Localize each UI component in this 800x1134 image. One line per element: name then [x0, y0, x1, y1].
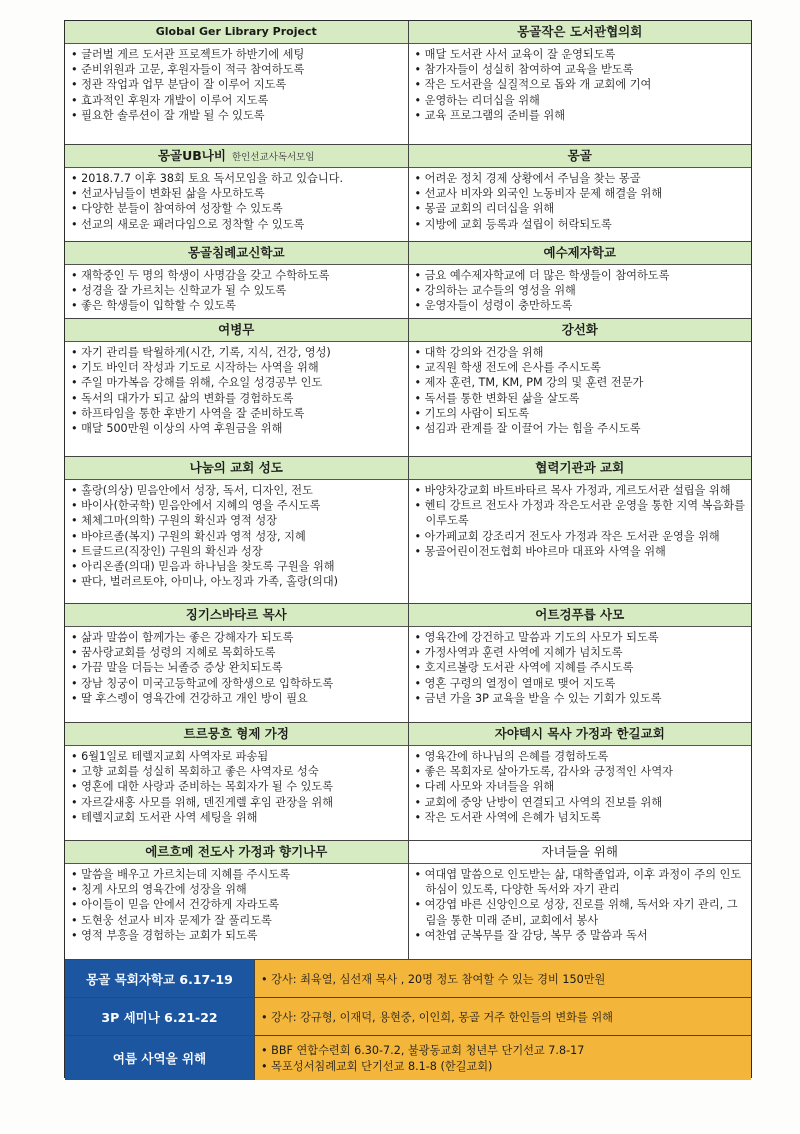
prayer-item: • 트글드르(직장인) 구원의 확신과 성장 [71, 544, 404, 559]
event-row [65, 997, 751, 1036]
card-subtitle: 한인선교사독서모임 [231, 152, 315, 163]
prayer-item: • 영육간에 강건하고 말씀과 기도의 사모가 되도록 [415, 630, 748, 645]
prayer-item: • 가정사역과 훈련 사역에 지혜가 넘치도록 [415, 645, 748, 660]
prayer-list [65, 44, 408, 123]
prayer-item: • 판다, 벌러르토야, 아미나, 아노징과 가족, 홀랑(의대) [71, 574, 404, 589]
event-label: 여름 사역을 위해 [65, 1036, 255, 1080]
prayer-item: • 하프타임을 통한 후반기 사역을 잘 준비하도록 [71, 406, 404, 421]
prayer-card-left [65, 319, 409, 457]
card-title-text: 자녀들을 위해 [541, 844, 618, 859]
event-detail-line: • BBF 연합수련회 6.30-7.2, 불광동교회 청년부 단기선교 7.8-17 [261, 1042, 745, 1058]
prayer-item: • 교회에 중앙 난방이 연결되고 사역의 진보를 위해 [415, 795, 748, 810]
prayer-item: • 기도의 사람이 되도록 [415, 406, 748, 421]
prayer-list [409, 44, 752, 123]
prayer-card-left [65, 841, 409, 971]
prayer-item: • 말씀을 배우고 가르치는데 지혜를 주시도록 [71, 867, 404, 882]
prayer-item: • 몽골어린이전도협회 바야르마 대표와 사역을 위해 [415, 544, 748, 559]
prayer-list [409, 265, 752, 314]
prayer-list [409, 627, 752, 706]
section-row [65, 21, 751, 145]
prayer-item: • 아가페교회 강조리거 전도사 가정과 작은 도서관 운영을 위해 [415, 529, 748, 544]
prayer-item: • 영혼 구령의 열정이 열매로 맺어 지도록 [415, 676, 748, 691]
prayer-card-left [65, 723, 409, 841]
prayer-item: • 2018.7.7 이후 38회 토요 독서모임을 하고 있습니다. [71, 171, 404, 186]
prayer-list [409, 864, 752, 943]
prayer-item: • 바이사(한국학) 믿음안에서 지혜의 영을 주시도록 [71, 498, 404, 513]
prayer-item: • 영적 부흥을 경험하는 교회가 되도록 [71, 928, 404, 943]
prayer-list [65, 168, 408, 232]
prayer-item: • 교육 프로그램의 준비를 위해 [415, 108, 748, 123]
prayer-item: • 정관 작업과 업무 분담이 잘 이루어 지도록 [71, 77, 404, 92]
prayer-item: • 재학중인 두 명의 학생이 사명감을 갖고 수학하도록 [71, 268, 404, 283]
prayer-item: • 매달 500만원 이상의 사역 후원금을 위해 [71, 421, 404, 436]
card-title [409, 242, 752, 265]
prayer-item: • 선교사님들이 변화된 삶을 사모하도록 [71, 186, 404, 201]
prayer-item: • 성경을 잘 가르치는 신학교가 될 수 있도록 [71, 283, 404, 298]
prayer-item: • 운영자들이 성령이 충만하도록 [415, 298, 748, 313]
card-title [65, 723, 408, 746]
prayer-item: • 참가자들이 성실히 참여하여 교육을 받도록 [415, 62, 748, 77]
prayer-item: • 작은 도서관을 실질적으로 돕와 개 교회에 기여 [415, 77, 748, 92]
prayer-item: • 테렐지교회 도서관 사역 세팅을 위해 [71, 810, 404, 825]
event-row [65, 1035, 751, 1080]
prayer-list [65, 480, 408, 589]
card-title-text: 자야텍시 목사 가정과 한길교회 [494, 726, 665, 741]
prayer-card-left [65, 457, 409, 604]
card-title [65, 21, 408, 44]
event-detail-line: • 강사: 최육열, 심선재 목사 , 20명 정도 참여할 수 있는 경비 150만원 [261, 971, 745, 987]
prayer-item: • 선교의 새로운 패러다임으로 정착할 수 있도록 [71, 217, 404, 232]
card-title [409, 723, 752, 746]
prayer-card-right [409, 457, 752, 604]
prayer-item: • 헨티 강트르 전도사 가정과 작은도서관 운영을 통한 지역 복음화를 이루도록 [415, 498, 748, 528]
prayer-item: • 좋은 학생들이 입학할 수 있도록 [71, 298, 404, 313]
prayer-item: • 바양차강교회 바트바타르 목사 가정과, 게르도서관 설립을 위해 [415, 483, 748, 498]
event-row [65, 959, 751, 998]
event-detail-line: • 목포성서침례교회 단기선교 8.1-8 (한길교회) [261, 1058, 745, 1074]
prayer-list [65, 627, 408, 706]
prayer-item: • 체체그마(의학) 구원의 확신과 영적 성장 [71, 513, 404, 528]
section-row [65, 457, 751, 604]
prayer-card-left [65, 21, 409, 145]
section-row [65, 145, 751, 242]
prayer-list [65, 342, 408, 436]
prayer-item: • 딸 후스렝이 영육간에 건강하고 개인 방이 필요 [71, 691, 404, 706]
card-title [65, 242, 408, 265]
card-title [65, 604, 408, 627]
prayer-item: • 좋은 목회자로 살아가도록, 감사와 긍정적인 사역자 [415, 764, 748, 779]
prayer-item: • 꿈사랑교회를 성령의 지혜로 목회하도록 [71, 645, 404, 660]
prayer-card-right [409, 21, 752, 145]
prayer-card-left [65, 242, 409, 319]
prayer-item: • 운영하는 리더십을 위해 [415, 93, 748, 108]
card-title-text: 몽골UB나비 [157, 148, 226, 163]
prayer-item: • 지방에 교회 등록과 설립이 허락되도록 [415, 217, 748, 232]
prayer-item: • 호지르볼랑 도서관 사역에 지혜를 주시도록 [415, 660, 748, 675]
card-title [409, 319, 752, 342]
prayer-item: • 칭게 사모의 영육간에 성장을 위해 [71, 882, 404, 897]
prayer-item: • 준비위원과 고문, 후원자들이 적극 참여하도록 [71, 62, 404, 77]
section-row [65, 319, 751, 457]
prayer-item: • 선교사 비자와 외국인 노동비자 문제 해결을 위해 [415, 186, 748, 201]
event-label: 몽골 목회자학교 6.17-19 [65, 960, 255, 998]
card-title-text: 몽골작은 도서관협의회 [517, 24, 643, 39]
prayer-item: • 자기 관리를 탁월하게(시간, 기록, 지식, 건강, 영성) [71, 345, 404, 360]
prayer-list [409, 480, 752, 559]
prayer-item: • 작은 도서관 사역에 은혜가 넘치도록 [415, 810, 748, 825]
prayer-item: • 효과적인 후원자 개발이 이루어 지도록 [71, 93, 404, 108]
section-row [65, 841, 751, 971]
event-details [255, 998, 751, 1036]
card-title-text: 몽골 [567, 148, 592, 163]
prayer-card-right [409, 319, 752, 457]
card-title-text: Global Ger Library Project [155, 25, 317, 38]
prayer-item: • 금년 가을 3P 교육을 받을 수 있는 기회가 있도록 [415, 691, 748, 706]
card-title [409, 145, 752, 168]
prayer-item: • 장남 칭궁이 미국고등학교에 장학생으로 입학하도록 [71, 676, 404, 691]
prayer-item: • 아이들이 믿음 안에서 건강하게 자라도록 [71, 897, 404, 912]
prayer-item: • 다레 사모와 자녀들을 위해 [415, 779, 748, 794]
prayer-item: • 글러벌 게르 도서관 프로젝트가 하반기에 세팅 [71, 47, 404, 62]
card-title-text: 나눔의 교회 성도 [189, 460, 283, 475]
prayer-item: • 주일 마가복음 강해를 위해, 수요일 성경공부 인도 [71, 375, 404, 390]
prayer-item: • 제자 훈련, TM, KM, PM 강의 및 훈련 전문가 [415, 375, 748, 390]
prayer-item: • 교직원 학생 전도에 은사를 주시도록 [415, 360, 748, 375]
card-title [65, 841, 408, 864]
section-row [65, 242, 751, 319]
prayer-list [409, 342, 752, 436]
prayer-sheet [64, 20, 752, 1078]
prayer-item: • 바야르졸(복지) 구원의 확신과 영적 성장, 지혜 [71, 529, 404, 544]
card-title-text: 어트겅푸릅 사모 [535, 607, 625, 622]
event-details [255, 1036, 751, 1080]
card-title-text: 여병무 [218, 322, 255, 337]
card-title-text: 징기스바타르 목사 [185, 607, 287, 622]
card-title [65, 145, 408, 168]
prayer-card-right [409, 242, 752, 319]
prayer-card-right [409, 145, 752, 242]
prayer-item: • 강의하는 교수들의 영성을 위해 [415, 283, 748, 298]
prayer-list [65, 265, 408, 314]
event-detail-line: • 강사: 강규형, 이재덕, 용현중, 이인희, 몽골 거주 한인들의 변화를 위해 [261, 1009, 745, 1025]
prayer-item: • 6월1일로 테렐지교회 사역자로 파송됨 [71, 749, 404, 764]
section-row [65, 723, 751, 841]
card-title [409, 604, 752, 627]
prayer-card-left [65, 145, 409, 242]
prayer-list [409, 746, 752, 825]
prayer-item: • 자르갈새홍 사모를 위해, 덴진게렐 후임 관장을 위해 [71, 795, 404, 810]
prayer-item: • 홀랑(의상) 믿음안에서 성장, 독서, 디자인, 전도 [71, 483, 404, 498]
prayer-list [409, 168, 752, 232]
card-title [409, 457, 752, 480]
prayer-item: • 기도 바인더 작성과 기도로 시작하는 사역을 위해 [71, 360, 404, 375]
prayer-item: • 어려운 정치 경제 상황에서 주님을 찾는 몽골 [415, 171, 748, 186]
prayer-item: • 매달 도서관 사서 교육이 잘 운영되도록 [415, 47, 748, 62]
prayer-item: • 고향 교회를 성실히 목회하고 좋은 사역자로 성숙 [71, 764, 404, 779]
card-title [409, 841, 752, 864]
prayer-item: • 대학 강의와 건강을 위해 [415, 345, 748, 360]
prayer-card-right [409, 841, 752, 971]
prayer-list [65, 746, 408, 825]
prayer-item: • 가끔 말을 더듬는 뇌졸증 증상 완치되도록 [71, 660, 404, 675]
prayer-list [65, 864, 408, 943]
prayer-item: • 독서를 통한 변화된 삶을 살도록 [415, 391, 748, 406]
card-title [65, 457, 408, 480]
card-title-text: 몽골침례교신학교 [187, 245, 285, 260]
prayer-item: • 아리온졸(의대) 믿음과 하나님을 찾도록 구원을 위해 [71, 559, 404, 574]
card-title-text: 에르흐메 전도사 가정과 향기나무 [145, 844, 328, 859]
prayer-item: • 여찬엽 군복무를 잘 감당, 복무 중 말씀과 독서 [415, 928, 748, 943]
event-label: 3P 세미나 6.21-22 [65, 998, 255, 1036]
prayer-item: • 도현웅 선교사 비자 문제가 잘 풀리도록 [71, 913, 404, 928]
card-title-text: 협력기관과 교회 [535, 460, 625, 475]
card-title-text: 예수제자학교 [543, 245, 616, 260]
event-details [255, 960, 751, 998]
prayer-item: • 금요 예수제자학교에 더 많은 학생들이 참여하도록 [415, 268, 748, 283]
card-title [409, 21, 752, 44]
prayer-item: • 영육간에 하나님의 은혜를 경험하도록 [415, 749, 748, 764]
prayer-card-right [409, 604, 752, 723]
prayer-item: • 여강엽 바른 신앙인으로 성장, 진로를 위해, 독서와 자기 관리, 그림을 통한 미래 준비, 교회에서 봉사 [415, 897, 748, 927]
prayer-item: • 필요한 솔루션이 잘 개발 될 수 있도록 [71, 108, 404, 123]
prayer-item: • 독서의 대가가 되고 삶의 변화를 경험하도록 [71, 391, 404, 406]
card-title [65, 319, 408, 342]
prayer-card-left [65, 604, 409, 723]
prayer-item: • 다양한 분들이 참여하여 성장할 수 있도록 [71, 201, 404, 216]
prayer-item: • 몽골 교회의 리더십을 위해 [415, 201, 748, 216]
prayer-item: • 여대엽 말씀으로 인도받는 삶, 대학졸업과, 이후 과정이 주의 인도하심이 있도록, 다양한 독서와 자기 관리 [415, 867, 748, 897]
section-row [65, 604, 751, 723]
prayer-card-right [409, 723, 752, 841]
prayer-item: • 삶과 말씀이 함께가는 좋은 강해자가 되도록 [71, 630, 404, 645]
prayer-item: • 섬김과 관계를 잘 이끌어 가는 힘을 주시도록 [415, 421, 748, 436]
prayer-item: • 영혼에 대한 사랑과 준비하는 목회자가 될 수 있도록 [71, 779, 404, 794]
card-title-text: 트르뭉흐 형제 가정 [183, 726, 289, 741]
card-title-text: 강선화 [561, 322, 598, 337]
